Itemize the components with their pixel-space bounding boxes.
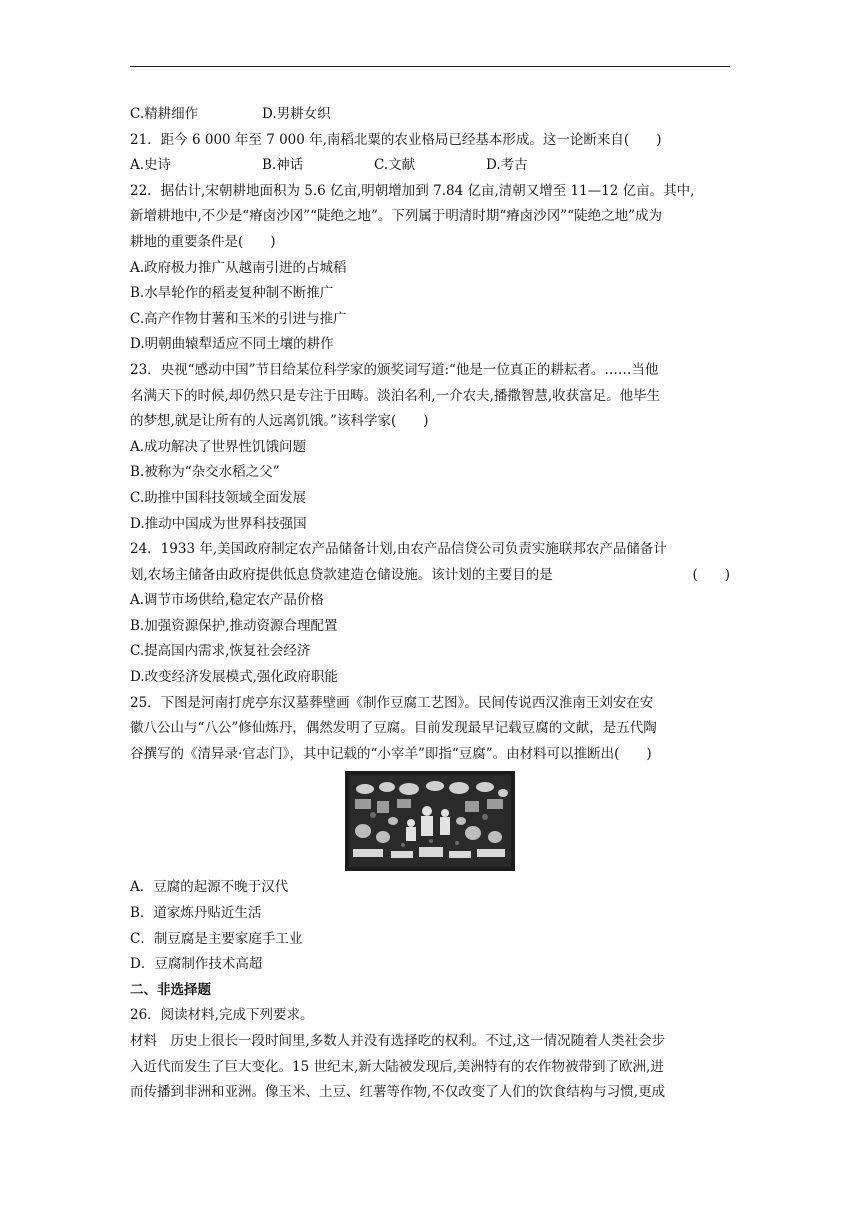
- q21-option-d: D.考古: [486, 157, 528, 174]
- q25-option-d: D．豆腐制作技术高超: [130, 956, 263, 973]
- q22-stem-line3: 耕地的重要条件是( ): [130, 233, 276, 250]
- q22-stem-line2: 新增耕地中,不少是“瘠卤沙冈”“陡绝之地”。下列属于明清时期“瘠卤沙冈”“陡绝之地”成为: [130, 208, 663, 225]
- q24-stem-line2-text: 划,农场主储备由政府提供低息贷款建造仓储设施。该计划的主要目的是: [130, 566, 553, 583]
- q21-stem: 21．距今 6 000 年至 7 000 年,南稻北粟的农业格局已经基本形成。这一论断来自( ): [130, 131, 662, 148]
- header-rule: [130, 66, 730, 67]
- q26-material-line1: 材料 历史上很长一段时间里,多数人并没有选择吃的权利。不过,这一情况随着人类社会步: [130, 1033, 666, 1049]
- q20-options: [130, 102, 730, 128]
- q21-option-a: A.史诗: [130, 157, 172, 174]
- q25-stem-line3: 谷撰写的《清异录·官志门》，其中记载的“小宰羊”即指“豆腐”。由材料可以推断出( ): [130, 745, 652, 762]
- q24-option-a: A.调节市场供给,稳定农产品价格: [130, 592, 324, 609]
- q24-answer-paren: ( ): [692, 566, 730, 583]
- q25-stem-line1: 25．下图是河南打虎亭东汉墓葬壁画《制作豆腐工艺图》。民间传说西汉淮南王刘安在安: [130, 694, 654, 711]
- q26-material-line3: 而传播到非洲和亚洲。像玉米、土豆、红薯等作物,不仅改变了人们的饮食结构与习惯,更成: [130, 1084, 666, 1101]
- q23-option-c: C.助推中国科技领域全面发展: [130, 489, 307, 506]
- q21-option-b: B.神话: [262, 157, 304, 174]
- q25-option-a: A．豆腐的起源不晚于汉代: [130, 879, 289, 896]
- q24-option-d: D.改变经济发展模式,强化政府职能: [130, 669, 338, 686]
- q25-stem-line2: 徽八公山与“八公”修仙炼丹，偶然发明了豆腐。目前发现最早记载豆腐的文献，是五代陶: [130, 720, 657, 737]
- q20-option-c: C.精耕细作: [130, 106, 199, 122]
- q21-options: [130, 153, 730, 179]
- q22-stem-line1: 22．据估计,宋朝耕地面积为 5.6 亿亩,明朝增加到 7.84 亿亩,清朝又增至 11—12 亿亩。其中,: [130, 182, 695, 199]
- tofu-mural-image: [345, 771, 515, 871]
- q20-option-d: D.男耕女织: [262, 106, 331, 122]
- q24-option-c: C.提高国内需求,恢复社会经济: [130, 643, 311, 660]
- tofu-mural-figure: [130, 769, 730, 873]
- section-heading: 二、非选择题: [130, 981, 211, 998]
- q24-option-b: B.加强资源保护,推动资源合理配置: [130, 617, 338, 634]
- q23-stem-line3: 的梦想,就是让所有的人远离饥饿。”该科学家( ): [130, 413, 429, 430]
- q24-stem-line1: 24．1933 年,美国政府制定农产品储备计划,由农产品信贷公司负责实施联邦农产品储备计: [130, 541, 667, 558]
- q23-stem-line1: 23．央视“感动中国”节目给某位科学家的颁奖词写道:“他是一位真正的耕耘者。……当他: [130, 361, 659, 378]
- q22-option-c: C.高产作物甘薯和玉米的引进与推广: [130, 310, 347, 327]
- q24-stem-line2: [130, 563, 730, 589]
- q25-option-b: B．道家炼丹贴近生活: [130, 905, 262, 922]
- q23-option-b: B.被称为“杂交水稻之父”: [130, 464, 280, 481]
- q22-option-d: D.明朝曲辕犁适应不同土壤的耕作: [130, 336, 334, 353]
- q23-option-d: D.推动中国成为世界科技强国: [130, 515, 307, 532]
- q23-option-a: A.成功解决了世界性饥饿问题: [130, 438, 307, 455]
- q23-stem-line2: 名满天下的时候,却仍然只是专注于田畴。淡泊名利,一介农夫,播撒智慧,收获富足。他毕生: [130, 387, 661, 404]
- q22-option-a: A.政府极力推广从越南引进的占城稻: [130, 259, 347, 276]
- exam-page: [130, 102, 730, 1106]
- q25-option-c: C．制豆腐是主要家庭手工业: [130, 930, 303, 947]
- q26-stem: 26．阅读材料,完成下列要求。: [130, 1007, 314, 1024]
- q26-material-line2: 入近代而发生了巨大变化。15 世纪末,新大陆被发现后,美洲特有的农作物被带到了欧洲,进: [130, 1058, 664, 1075]
- q21-option-c: C.文献: [374, 157, 416, 174]
- q22-option-b: B.水旱轮作的稻麦复种制不断推广: [130, 285, 334, 302]
